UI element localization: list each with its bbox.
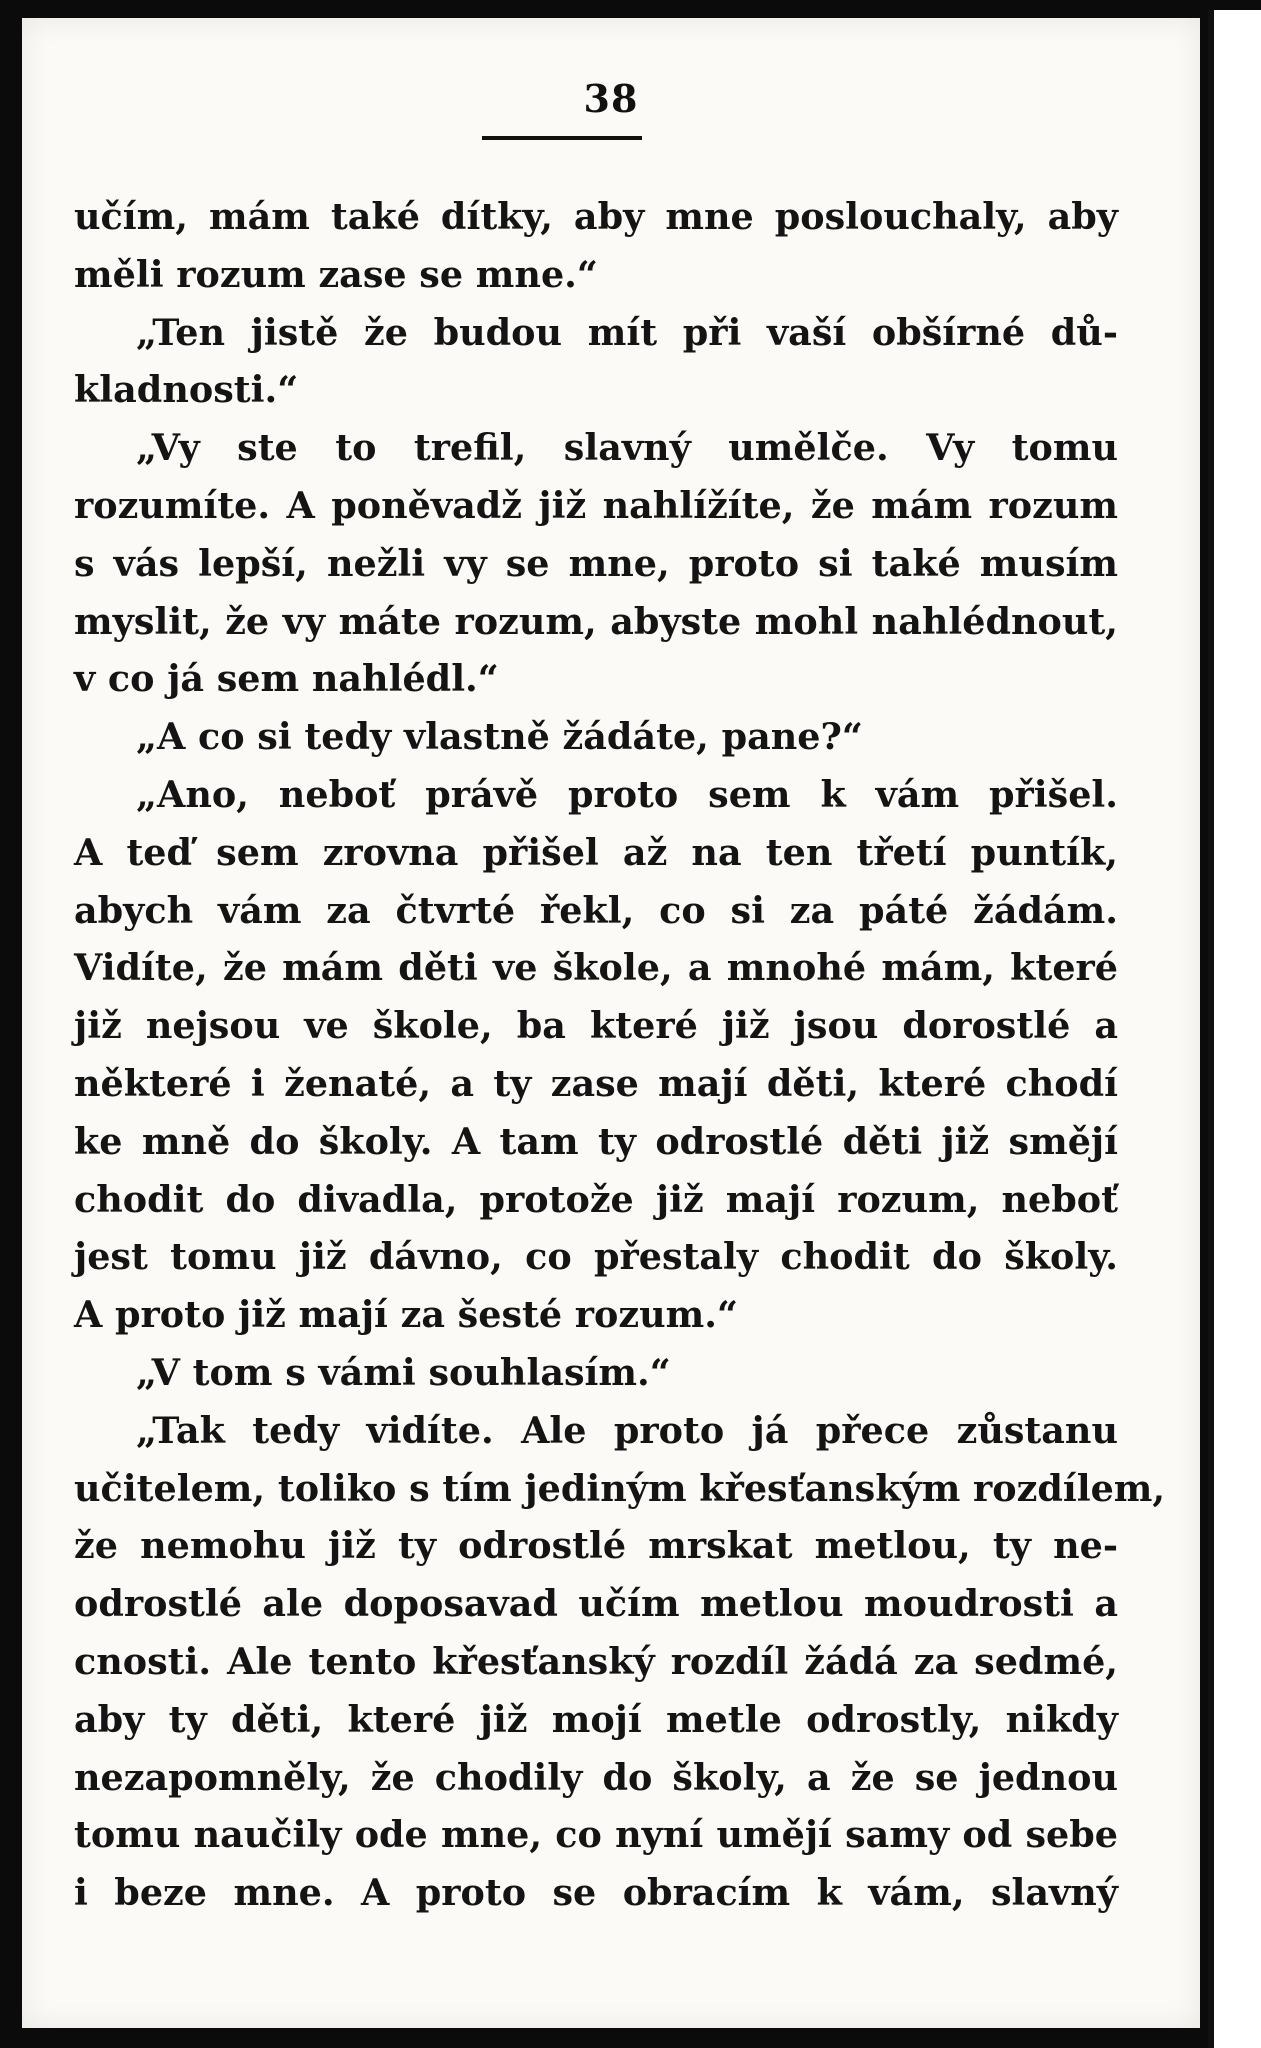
text-line: „V tom s vámi souhlasím.“: [136, 1350, 671, 1394]
book-page: [22, 18, 1200, 2028]
text-line: tomu naučily ode mne, co nyní umějí samy od sebe: [74, 1813, 1118, 1857]
text-line: jest tomu již dávno, co přestaly chodit do školy.: [74, 1235, 1118, 1279]
adjacent-page-edge: [1208, 10, 1261, 2048]
text-line: abych vám za čtvrté řekl, co si za páté žádám.: [74, 888, 1118, 932]
text-line: měli rozum zase se mne.“: [74, 252, 598, 296]
text-line: myslit, že vy máte rozum, abyste mohl nahlédnout,: [74, 599, 1118, 643]
text-line: odrostlé ale doposavad učím metlou moudrosti a: [74, 1582, 1118, 1626]
page-number-rule: [482, 136, 642, 140]
text-line: „A co si tedy vlastně žádáte, pane?“: [136, 715, 863, 759]
text-line: Vidíte, že mám děti ve škole, a mnohé mám, které: [74, 946, 1118, 990]
text-line: některé i ženaté, a ty zase mají děti, které chodí: [74, 1061, 1118, 1105]
page-number: 38: [583, 76, 639, 121]
text-line: „Tak tedy vidíte. Ale proto já přece zůstanu: [136, 1408, 1118, 1452]
text-line: A proto již mají za šesté rozum.“: [74, 1293, 738, 1337]
text-line: učitelem, toliko s tím jediným křesťanským rozdílem,: [74, 1466, 1166, 1510]
text-line: v co já sem nahlédl.“: [74, 657, 499, 701]
text-line: „Vy ste to trefil, slavný umělče. Vy tomu: [136, 426, 1118, 470]
text-line: aby ty děti, které již mojí metle odrostly, nikdy: [74, 1697, 1118, 1741]
body-text: [74, 188, 1166, 1922]
text-line: „Ten jistě že budou mít při vaší obšírné dů-: [136, 310, 1118, 354]
text-line: již nejsou ve škole, ba které již jsou dorostlé a: [74, 1004, 1118, 1048]
text-line: chodit do divadla, protože již mají rozum, neboť: [74, 1177, 1118, 1221]
text-line: cnosti. Ale tento křesťanský rozdíl žádá za sedmé,: [74, 1639, 1118, 1683]
text-line: i beze mne. A proto se obracím k vám, slavný: [74, 1871, 1118, 1915]
text-line: rozumíte. A poněvadž již nahlížíte, že mám rozum: [74, 483, 1118, 527]
text-line: A teď sem zrovna přišel až na ten třetí puntík,: [74, 830, 1118, 874]
text-line: ke mně do školy. A tam ty odrostlé děti již smějí: [74, 1119, 1118, 1163]
text-line: že nemohu již ty odrostlé mrskat metlou, ty ne-: [74, 1524, 1118, 1568]
text-line: s vás lepší, nežli vy se mne, proto si také musím: [74, 541, 1118, 585]
text-line: nezapomněly, že chodily do školy, a že se jednou: [74, 1755, 1118, 1799]
text-line: „Ano, neboť právě proto sem k vám přišel.: [136, 772, 1118, 816]
text-line: učím, mám také dítky, aby mne poslouchaly, aby: [74, 195, 1118, 238]
text-line: kladnosti.“: [74, 368, 299, 412]
